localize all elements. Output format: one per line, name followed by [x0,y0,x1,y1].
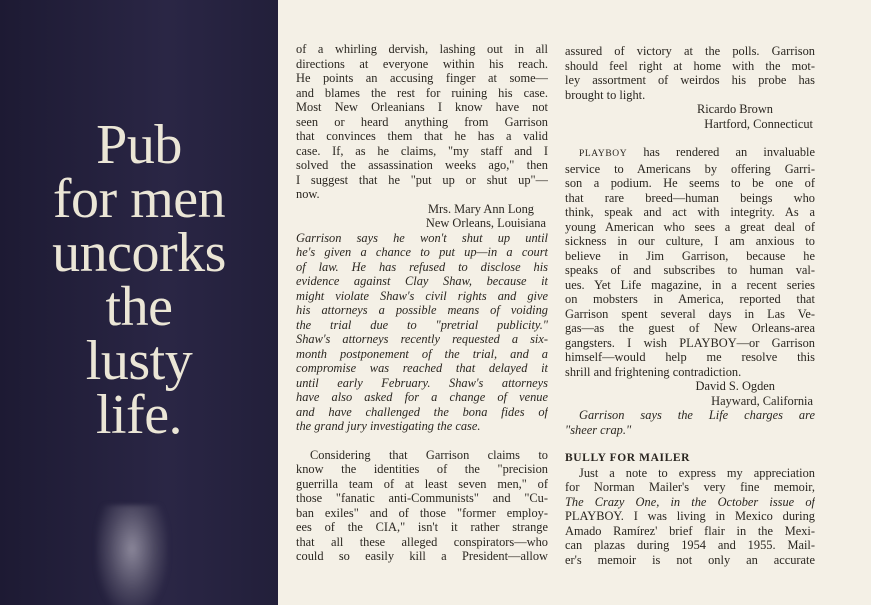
letters-page [278,0,871,605]
text-line: of law. He has refused to disclose his [296,259,548,274]
letter-body [296,448,548,564]
text-line: on mobsters in America, reported that [565,292,815,306]
signature-place: Hayward, California [711,393,813,408]
text-line: service to Americans by offering Garri- [565,161,815,176]
text-line: of a whirling dervish, lashing out in all [296,42,548,56]
text-line: solved the assassination weeks ago," then [296,158,548,172]
text-line: have also asked for a change of venue [296,390,548,404]
ad-headline-line: lusty [85,330,193,392]
text-line: ley assortment of weirdos his probe has [565,73,815,87]
text-line: think, speak and act with integrity. As a [565,205,815,219]
text-line: Shaw's attorneys recently requested a six- [296,332,548,346]
bottle-image [96,505,168,605]
text-line: PLAYBOY. I was living in Mexico during [565,509,815,523]
text-line: he's given a chance to put up—in a court [296,245,548,259]
text-line: ues. Yet Life magazine, in a recent series [565,277,815,292]
text-line: evidence against Clay Shaw, because it [296,274,548,288]
text-line: ees of the CIA," isn't it rather strange [296,520,548,534]
text-fragment: has rendered an invaluable [627,145,815,159]
text-line: gangsters. I wish PLAYBOY—or Garrison [565,335,815,350]
text-line: month postponement of the trial, and a [296,346,548,361]
text-line: Most New Orleanians I know have not [296,100,548,114]
text-line: his attorneys a possible means of voiding [296,303,548,317]
text-line: assured of victory at the polls. Garrison [565,44,815,58]
column-right [565,44,815,567]
signature-name: Mrs. Mary Ann Long [427,201,534,216]
ad-headline-line: uncorks [52,222,226,284]
text-line: himself—would help me resolve this [565,350,815,364]
text-line: know the identities of the "precision [296,462,548,476]
text-line: Garrison spent several days in Las Ve- [565,306,815,321]
text-line: and have challenged the bona fides of [296,404,548,419]
text-line: I suggest that he "put up or shut up"— [296,172,548,187]
ad-headline-line: Pub [96,114,182,176]
text-line: "sheer crap." [565,422,632,437]
text-line: speaks of and subscribes to human val- [565,263,815,277]
signature-place: Hartford, Connecticut [704,116,813,131]
text-line: compromise was reached that delayed it [296,361,548,375]
text-line: Considering that Garrison claims to [310,447,548,462]
ad-headline-line: for men [52,168,226,230]
text-line: Just a note to express my appreciation [579,465,815,480]
text-line: can plazas during 1954 and 1955. Mail- [565,538,815,552]
signature-name: David S. Ogden [695,379,775,393]
text-line: gas—as the guest of New Orleans-area [565,321,815,335]
ad-headline-line: life. [95,384,183,446]
text-line: believe in Jim Garrison, because he [565,248,815,263]
magazine-name: PLAYBOY [579,149,628,159]
text-line: that convinces them that he has a valid [296,129,548,143]
section-heading: BULLY FOR MAILER [565,452,691,464]
text-line: ban exiles" and of those "former employ- [296,505,548,520]
text-line: that all these alleged conspirators—who [296,534,548,549]
text-line: now. [296,187,320,201]
text-line: brought to light. [565,87,646,102]
text-line: and blames the rest for ruining his case. [296,85,548,100]
text-line: Garrison says the Life charges are [579,408,815,422]
letter-body [296,42,548,202]
ad-headline [0,114,278,446]
letter-body [565,44,815,102]
text-line: The Crazy One, in the October issue of [565,494,815,509]
text-line: sickness in our culture, I am anxious to [565,234,815,248]
text-line: for Norman Mailer's very fine memoir, [565,480,815,494]
text-line: Garrison says he won't shut up until [296,230,548,245]
text-line: shrill and frightening contradiction. [565,364,742,379]
letter-body [565,466,815,568]
text-line: seen or heard anything from Garrison [296,114,548,129]
text-line: er's memoir is not only an accurate [565,552,815,567]
text-line [565,145,815,162]
advertisement-panel [0,0,278,605]
text-line: should feel right at home with the mot- [565,58,815,73]
column-left [296,42,548,564]
text-line: the grand jury investigating the case. [296,419,481,433]
text-line: those "fanatic anti-Communists" and "Cu- [296,491,548,505]
text-line: young American who sees a great deal of [565,219,815,234]
signature-place: New Orleans, Louisiana [425,216,546,230]
signature-name: Ricardo Brown [696,102,773,116]
text-line: Amado Ramírez' brief flair in the Mexi- [565,523,815,538]
text-line: until early February. Shaw's attorneys [296,375,548,390]
editor-reply [565,408,815,437]
ad-headline-line: the [105,276,173,338]
text-line: son a podium. He seems to be one of [565,176,815,190]
text-line: case. If, as he claims, "my staff and I [296,143,548,158]
text-line: He points an accusing finger at some— [296,71,548,85]
text-line: might violate Shaw's civil rights and give [296,288,548,303]
text-line: guerrilla team of at least seven men," of [296,476,548,491]
editor-reply [296,231,548,434]
text-line: directions at everyone within his reach. [296,56,548,71]
text-line: the trial due to "pretrial publicity." [296,317,548,332]
text-line: could so easily kill a President—allow [296,549,548,563]
letter-body [565,145,815,379]
text-line: that rare breed—human beings who [565,190,815,205]
